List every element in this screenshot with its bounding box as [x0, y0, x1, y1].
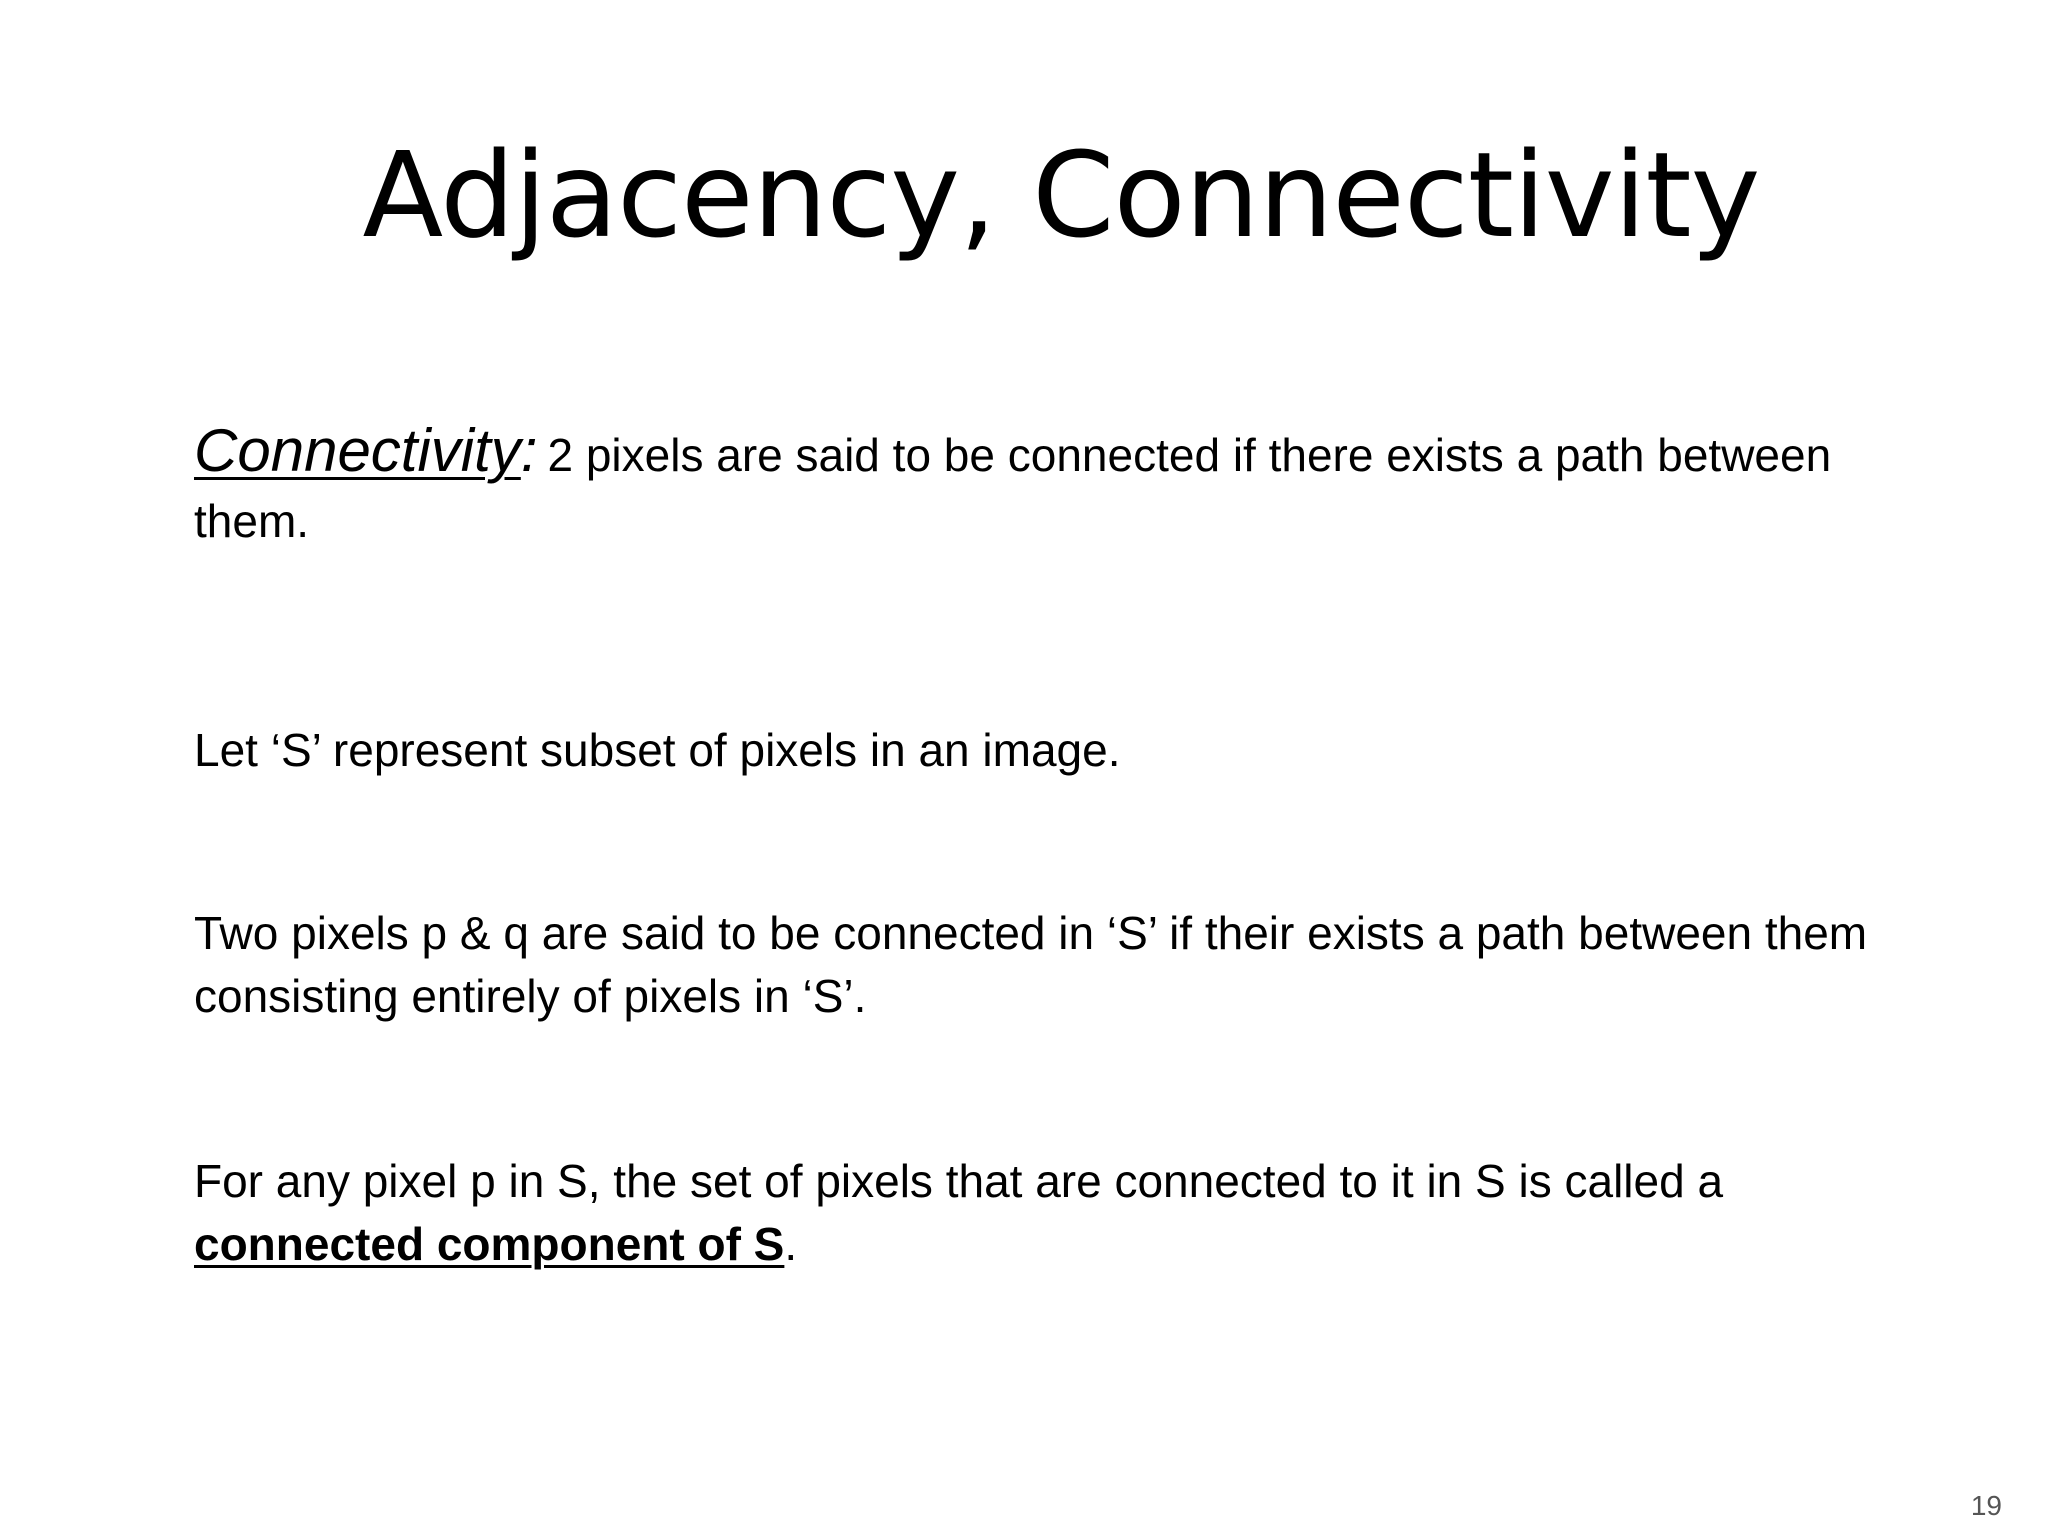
definition-text: 2 pixels are said to be connected if there exists a path between them.: [194, 429, 1832, 547]
component-term: connected component of S: [194, 1218, 785, 1270]
connected-in-s-statement: Two pixels p & q are said to be connected in ‘S’ if their exists a path between them consisting entirely of pixels in ‘S’.: [194, 907, 1868, 1022]
component-prefix: For any pixel p in S, the set of pixels that are connected to it in S is called a: [194, 1155, 1724, 1207]
page-number: 19: [1970, 1490, 2002, 1521]
definition-term: Connectivity: [194, 417, 521, 484]
connectivity-definition: [194, 418, 1894, 554]
definition-colon: :: [520, 417, 538, 484]
slide-title: Adjacency, Connectivity: [362, 126, 1760, 264]
component-suffix: .: [784, 1218, 798, 1270]
subset-statement: Let ‘S’ represent subset of pixels in an image.: [194, 724, 1121, 776]
connected-component-statement: [194, 1150, 1894, 1276]
